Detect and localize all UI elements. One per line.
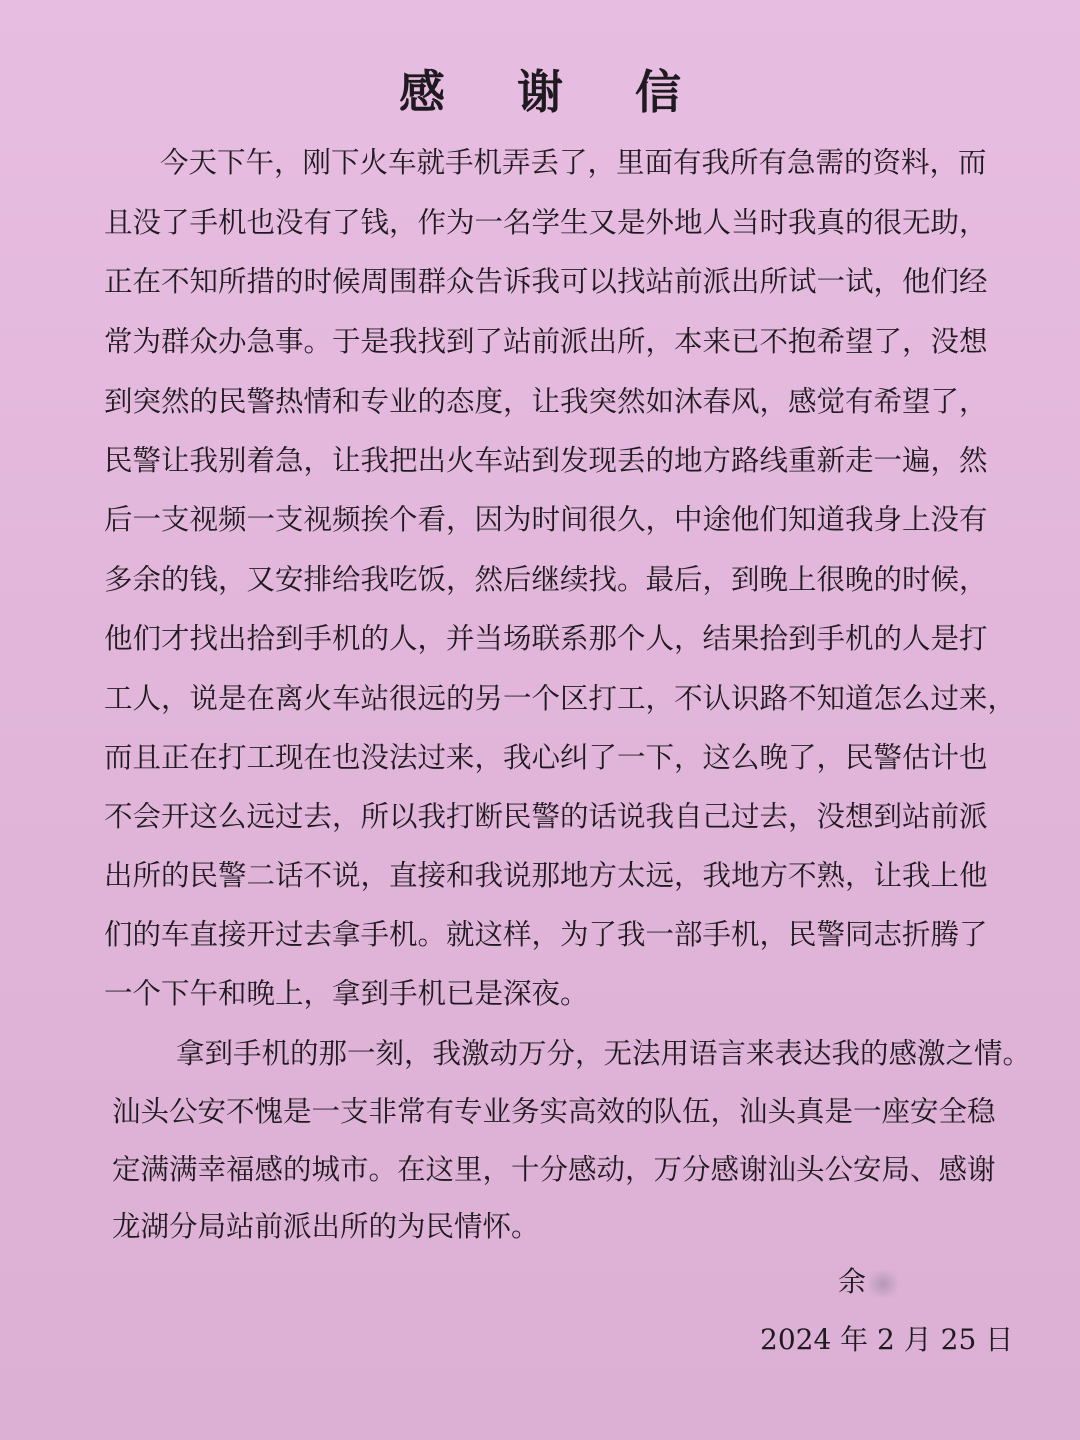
letter-line: 且没了手机也没有了钱，作为一名学生又是外地人当时我真的很无助， xyxy=(104,206,988,239)
blurred-name-redaction xyxy=(868,1270,898,1298)
letter-line: 后一支视频一支视频挨个看，因为时间很久，中途他们知道我身上没有 xyxy=(104,503,988,536)
letter-line: 们的车直接开过去拿手机。就这样，为了我一部手机，民警同志折腾了 xyxy=(104,918,988,951)
letter-line: 一个下午和晚上，拿到手机已是深夜。 xyxy=(104,977,589,1010)
letter-line: 不会开这么远过去，所以我打断民警的话说我自己过去，没想到站前派 xyxy=(104,800,988,833)
signature-surname: 余 xyxy=(838,1265,867,1298)
letter-line: 正在不知所措的时候周围群众告诉我可以找站前派出所试一试，他们经 xyxy=(104,265,988,298)
letter-line: 出所的民警二话不说，直接和我说那地方太远，我地方不熟，让我上他 xyxy=(104,859,988,892)
signature xyxy=(838,1262,898,1302)
letter-line: 龙湖分局站前派出所的为民情怀。 xyxy=(112,1210,540,1243)
letter-line: 今天下午，刚下火车就手机弄丢了，里面有我所有急需的资料，而 xyxy=(160,146,987,179)
letter-line: 而且正在打工现在也没法过来，我心纠了一下，这么晚了，民警估计也 xyxy=(104,741,988,774)
letter-title: 感 谢 信 xyxy=(398,65,710,119)
letter-date: 2024 年 2 月 25 日 xyxy=(760,1323,1014,1356)
letter-line: 工人，说是在离火车站很远的另一个区打工，不认识路不知道怎么过来， xyxy=(104,682,1017,715)
letter-line: 多余的钱，又安排给我吃饭，然后继续找。最后，到晚上很晚的时候， xyxy=(104,563,988,596)
letter-line: 常为群众办急事。于是我找到了站前派出所，本来已不抱希望了，没想 xyxy=(104,325,988,358)
letter-line: 他们才找出拾到手机的人，并当场联系那个人，结果拾到手机的人是打 xyxy=(104,622,988,655)
letter-line: 民警让我别着急，让我把出火车站到发现丢的地方路线重新走一遍，然 xyxy=(104,444,988,477)
letter-line: 到突然的民警热情和专业的态度，让我突然如沐春风，感觉有希望了， xyxy=(104,385,988,418)
letter-line: 定满满幸福感的城市。在这里，十分感动，万分感谢汕头公安局、感谢 xyxy=(112,1153,996,1186)
letter-line: 拿到手机的那一刻，我激动万分，无法用语言来表达我的感激之情。 xyxy=(176,1037,1032,1070)
letter-line: 汕头公安不愧是一支非常有专业务实高效的队伍，汕头真是一座安全稳 xyxy=(112,1095,996,1128)
